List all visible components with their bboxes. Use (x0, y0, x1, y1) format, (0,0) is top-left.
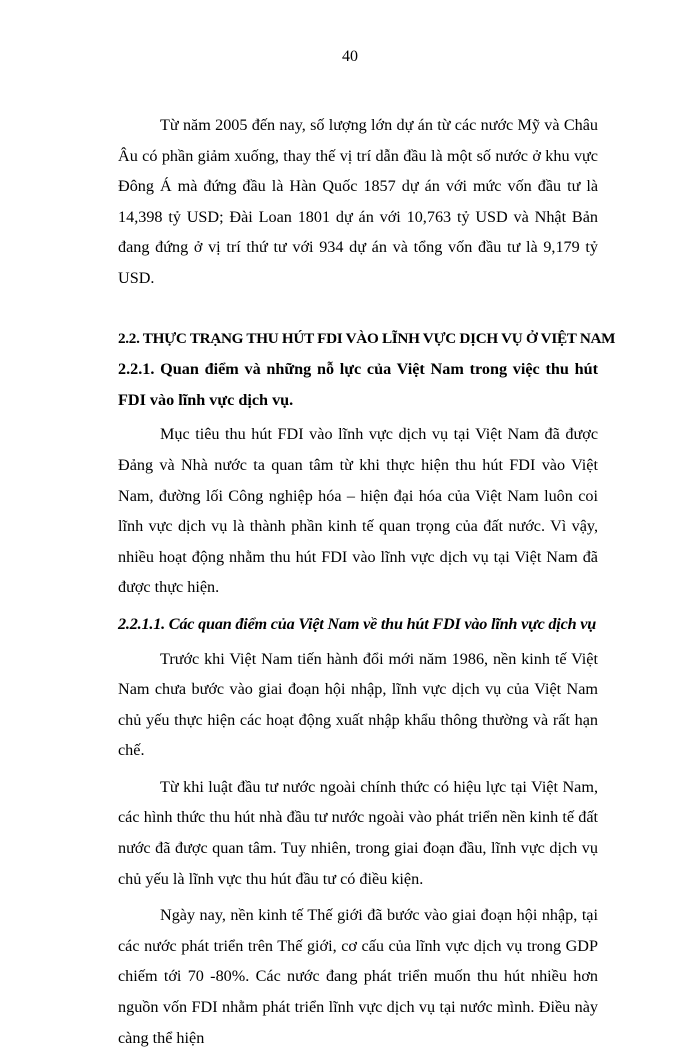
page-number: 40 (342, 48, 358, 65)
paragraph-nowadays: Ngày nay, nền kinh tế Thế giới đã bước vào giai đoạn hội nhập, tại các nước phát triển trên Thế giới, cơ cấu của lĩnh vực dịch vụ trong GDP chiếm tới 70 -80%. Các nước đang phát triển muốn thu hút nhiều hơn nguồn vốn FDI nhằm phát triển lĩnh vực dịch vụ tại nước mình. Điều này càng thể hiện (118, 906, 598, 1047)
paragraph-intro: Từ năm 2005 đến nay, số lượng lớn dự án từ các nước Mỹ và Châu Âu có phần giảm xuống, thay thế vị trí dẫn đầu là một số nước ở khu vực Đông Á mà đứng đầu là Hàn Quốc 1857 dự án với mức vốn đầu tư là 14,398 tỷ USD; Đài Loan 1801 dự án với 10,763 tỷ USD và Nhật Bản đang đứng ở vị trí thứ tư với 934 dự án và tổng vốn đầu tư là 9,179 tỷ USD. (118, 116, 598, 287)
paragraph-before-1986: Trước khi Việt Nam tiến hành đổi mới năm 1986, nền kinh tế Việt Nam chưa bước vào giai đoạn hội nhập, lĩnh vực dịch vụ của Việt Nam chủ yếu thực hiện các hoạt động xuất nhập khẩu thông thường và rất hạn chế. (118, 649, 598, 760)
heading-section-2-2: 2.2. THỰC TRẠNG THU HÚT FDI VÀO LĨNH VỰC DỊCH VỤ Ở VIỆT NAM (118, 329, 616, 347)
heading-section-2-2-1: 2.2.1. Quan điểm và những nỗ lực của Việt Nam trong việc thu hút FDI vào lĩnh vực dịch vụ. (118, 360, 598, 409)
paragraph-objective: Mục tiêu thu hút FDI vào lĩnh vực dịch vụ tại Việt Nam đã được Đảng và Nhà nước ta quan tâm từ khi thực hiện thu hút FDI vào Việt Nam, đường lối Công nghiệp hóa – hiện đại hóa của Việt Nam luôn coi lĩnh vực dịch vụ là thành phần kinh tế quan trọng của đất nước. Vì vậy, nhiều hoạt động nhằm thu hút FDI vào lĩnh vực dịch vụ tại Việt Nam đã được thực hiện. (118, 425, 598, 597)
page-body (118, 110, 616, 1059)
paragraph-investment-law: Từ khi luật đầu tư nước ngoài chính thức có hiệu lực tại Việt Nam, các hình thức thu hút nhà đầu tư nước ngoài vào phát triển nền kinh tế đất nước đã được quan tâm. Tuy nhiên, trong giai đoạn đầu, lĩnh vực dịch vụ chủ yếu là lĩnh vực thu hút đầu tư có điều kiện. (118, 777, 598, 888)
heading-section-2-2-1-1: 2.2.1.1. Các quan điểm của Việt Nam về thu hút FDI vào lĩnh vực dịch vụ (118, 614, 597, 633)
